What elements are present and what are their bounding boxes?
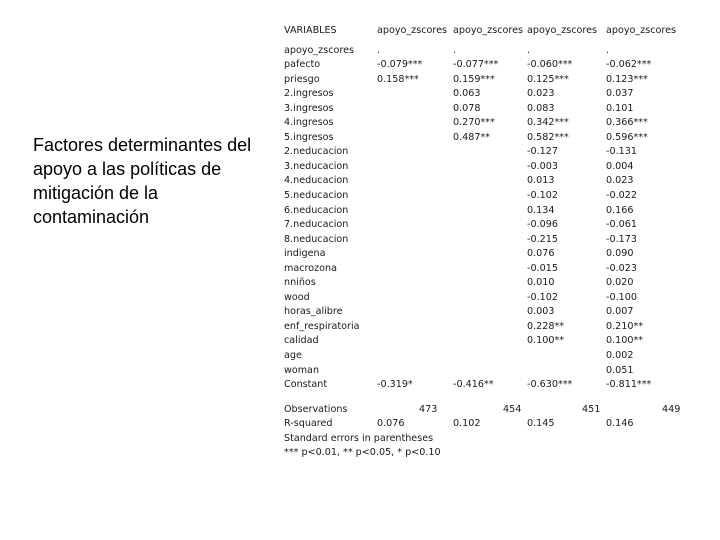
coefficient-cell: 0.002: [606, 350, 634, 362]
coefficient-cell: -0.096: [527, 219, 558, 231]
variable-name: Constant: [284, 379, 328, 391]
observations-model-3: 451: [582, 403, 601, 415]
coefficient-cell: 0.101: [606, 102, 634, 114]
variable-name: 4.ingresos: [284, 117, 334, 129]
coefficient-cell: -0.023: [606, 262, 637, 274]
coefficient-cell: 0.158***: [377, 73, 419, 85]
rsquared-label: R-squared: [284, 418, 333, 430]
coefficient-cell: 0.100**: [527, 335, 565, 347]
variable-name: 3.ingresos: [284, 102, 334, 114]
rsquared-model-1: 0.076: [377, 418, 405, 430]
coefficient-cell: 0.100**: [606, 335, 644, 347]
coefficient-cell: 0.076: [527, 248, 555, 260]
coefficient-cell: -0.102: [527, 190, 558, 202]
variable-name: horas_alibre: [284, 306, 343, 318]
coefficient-cell: 0.004: [606, 160, 634, 172]
variable-name: enf_respiratoria: [284, 320, 360, 332]
variable-name: calidad: [284, 335, 319, 347]
coefficient-cell: 0.270***: [453, 117, 495, 129]
coefficient-cell: 0.342***: [527, 117, 569, 129]
variable-name: 2.ingresos: [284, 88, 334, 100]
coefficient-cell: -0.079***: [377, 59, 423, 71]
rsquared-model-4: 0.146: [606, 418, 634, 430]
rsquared-model-2: 0.102: [453, 418, 481, 430]
slide-title: Factores determinantes del apoyo a las políticas de mitigación de la contaminación: [33, 135, 252, 227]
variable-name: 2.neducacion: [284, 146, 349, 158]
variable-name: wood: [284, 291, 310, 303]
coefficient-cell: 0.013: [527, 175, 555, 187]
coefficient-cell: .: [377, 44, 381, 56]
header-model-1: apoyo_zscores: [377, 25, 447, 36]
variable-name: 5.neducacion: [284, 190, 349, 202]
coefficient-cell: 0.582***: [527, 131, 569, 143]
coefficient-cell: -0.060***: [527, 59, 573, 71]
coefficient-cell: 0.228**: [527, 320, 565, 332]
coefficient-cell: 0.010: [527, 277, 555, 289]
coefficient-cell: 0.078: [453, 102, 481, 114]
coefficient-cell: 0.007: [606, 306, 634, 318]
coefficient-cell: 0.487**: [453, 131, 491, 143]
header-model-4: apoyo_zscores: [606, 25, 676, 36]
coefficient-cell: -0.811***: [606, 379, 652, 391]
coefficient-cell: -0.131: [606, 146, 637, 158]
variable-name: indigena: [284, 248, 326, 260]
coefficient-cell: 0.123***: [606, 73, 648, 85]
coefficient-cell: 0.210**: [606, 320, 644, 332]
coefficient-cell: .: [606, 44, 610, 56]
observations-model-4: 449: [662, 403, 681, 415]
coefficient-cell: 0.166: [606, 204, 634, 216]
variable-name: 5.ingresos: [284, 131, 334, 143]
coefficient-cell: -0.022: [606, 190, 637, 202]
variable-name: 3.neducacion: [284, 160, 349, 172]
rsquared-model-3: 0.145: [527, 418, 555, 430]
coefficient-cell: 0.083: [527, 102, 555, 114]
coefficient-cell: 0.063: [453, 88, 481, 100]
variable-name: 6.neducacion: [284, 204, 349, 216]
coefficient-cell: 0.003: [527, 306, 555, 318]
header-variables: VARIABLES: [284, 25, 337, 36]
coefficient-cell: -0.062***: [606, 59, 652, 71]
coefficient-cell: -0.127: [527, 146, 558, 158]
variable-name: macrozona: [284, 262, 337, 274]
coefficient-cell: 0.090: [606, 248, 634, 260]
header-model-3: apoyo_zscores: [527, 25, 597, 36]
note-significance-text: *** p<0.01, ** p<0.05, * p<0.10: [284, 447, 441, 459]
variable-name: age: [284, 350, 302, 362]
coefficient-cell: -0.015: [527, 262, 558, 274]
coefficient-cell: -0.102: [527, 291, 558, 303]
coefficient-cell: -0.003: [527, 160, 558, 172]
coefficient-cell: .: [527, 44, 531, 56]
header-model-2: apoyo_zscores: [453, 25, 523, 36]
variable-name: 8.neducacion: [284, 233, 349, 245]
coefficient-cell: -0.416**: [453, 379, 494, 391]
variable-name: nniños: [284, 277, 316, 289]
coefficient-cell: 0.020: [606, 277, 634, 289]
variable-name: 7.neducacion: [284, 219, 349, 231]
coefficient-cell: 0.037: [606, 88, 634, 100]
coefficient-cell: 0.159***: [453, 73, 495, 85]
coefficient-cell: 0.051: [606, 364, 634, 376]
observations-model-1: 473: [419, 403, 438, 415]
coefficient-cell: 0.596***: [606, 131, 648, 143]
coefficient-cell: 0.134: [527, 204, 555, 216]
coefficient-cell: -0.061: [606, 219, 637, 231]
variable-name: pafecto: [284, 59, 321, 71]
coefficient-cell: .: [453, 44, 457, 56]
variable-name: priesgo: [284, 73, 320, 85]
coefficient-cell: -0.319*: [377, 379, 413, 391]
observations-model-2: 454: [503, 403, 522, 415]
coefficient-cell: 0.023: [606, 175, 634, 187]
coefficient-cell: -0.077***: [453, 59, 499, 71]
variable-name: 4.neducacion: [284, 175, 349, 187]
variable-name: woman: [284, 364, 320, 376]
coefficient-cell: -0.215: [527, 233, 558, 245]
coefficient-cell: 0.023: [527, 88, 555, 100]
variable-name: apoyo_zscores: [284, 44, 354, 56]
coefficient-cell: -0.173: [606, 233, 637, 245]
coefficient-cell: -0.100: [606, 291, 637, 303]
observations-label: Observations: [284, 403, 348, 415]
coefficient-cell: 0.125***: [527, 73, 569, 85]
note-standard-errors-text: Standard errors in parentheses: [284, 432, 434, 444]
coefficient-cell: -0.630***: [527, 379, 573, 391]
coefficient-cell: 0.366***: [606, 117, 648, 129]
